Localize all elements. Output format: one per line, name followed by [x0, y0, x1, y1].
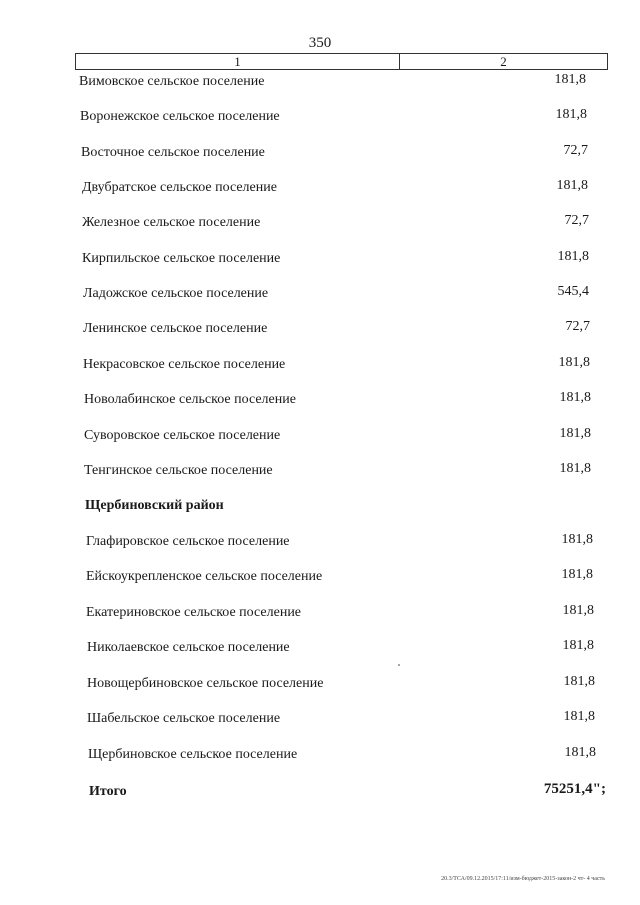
table-row — [0, 534, 640, 558]
table-row — [0, 747, 640, 771]
settlement-name: Новолабинское сельское поселение — [84, 392, 296, 407]
table-row — [0, 109, 640, 133]
table-row — [0, 286, 640, 310]
settlement-name: Суворовское сельское поселение — [84, 428, 281, 443]
settlement-value: 545,4 — [557, 284, 589, 299]
settlement-name: Вимовское сельское поселение — [79, 74, 265, 89]
settlement-value: 72,7 — [565, 319, 590, 334]
settlement-name: Щербиновское сельское поселение — [88, 747, 298, 762]
settlement-value: 181,8 — [556, 178, 588, 193]
scan-speck — [398, 664, 400, 666]
table-row — [0, 215, 640, 239]
table-header-col2: 2 — [500, 54, 507, 69]
settlement-value: 181,8 — [561, 567, 593, 582]
table-row — [0, 428, 640, 452]
settlement-value: 181,8 — [563, 709, 595, 724]
table-row — [0, 569, 640, 593]
settlement-name: Шабельское сельское поселение — [87, 711, 281, 726]
settlement-value: 181,8 — [561, 532, 593, 547]
settlement-name: Ленинское сельское поселение — [83, 321, 268, 336]
settlement-name: Некрасовское сельское поселение — [83, 357, 286, 372]
page-number: 350 — [308, 35, 332, 51]
table-row — [0, 605, 640, 629]
table-row — [0, 640, 640, 664]
table-header-col1: 1 — [76, 54, 400, 69]
table-row — [0, 676, 640, 700]
table-row — [0, 180, 640, 204]
settlement-value: 72,7 — [564, 213, 589, 228]
settlement-value: 181,8 — [563, 674, 595, 689]
table-row — [0, 463, 640, 487]
settlement-name: Железное сельское поселение — [82, 215, 261, 230]
settlement-value: 181,8 — [559, 390, 591, 405]
settlement-name: Тенгинское сельское поселение — [84, 463, 273, 478]
settlement-name: Ейскоукрепленское сельское поселение — [86, 569, 323, 584]
total-value: 75251,4"; — [543, 781, 606, 797]
settlement-value: 181,8 — [554, 72, 586, 87]
table-row — [0, 251, 640, 275]
table-header — [75, 53, 608, 70]
document-footer: 20.3/ТСА/09.12.2015/17:11/изм-бюджет-2015-закон-2 чт- 4 часть — [441, 876, 605, 882]
settlement-value: 181,8 — [559, 461, 591, 476]
table-row — [0, 74, 640, 98]
table-row — [0, 357, 640, 381]
settlement-value: 181,8 — [559, 426, 591, 441]
settlement-name: Николаевское сельское поселение — [87, 640, 290, 655]
table-row — [0, 392, 640, 416]
settlement-value: 181,8 — [555, 107, 587, 122]
settlement-name: Двубратское сельское поселение — [82, 180, 277, 195]
district-name: Щербиновский район — [85, 498, 224, 513]
settlement-value: 181,8 — [564, 745, 596, 760]
settlement-value: 72,7 — [563, 143, 588, 158]
settlement-name: Новощербиновское сельское поселение — [87, 676, 324, 691]
district-heading-row — [0, 498, 640, 522]
settlement-name: Глафировское сельское поселение — [86, 534, 290, 549]
settlement-name: Ладожское сельское поселение — [83, 286, 269, 301]
table-row — [0, 711, 640, 735]
settlement-name: Екатериновское сельское поселение — [86, 605, 302, 620]
table-row — [0, 145, 640, 169]
table-row — [0, 321, 640, 345]
total-label: Итого — [89, 784, 127, 799]
settlement-name: Воронежское сельское поселение — [80, 109, 280, 124]
settlement-value: 181,8 — [557, 249, 589, 264]
settlement-name: Кирпильское сельское поселение — [82, 251, 281, 266]
settlement-name: Восточное сельское поселение — [81, 145, 265, 160]
total-row — [0, 781, 640, 808]
settlement-value: 181,8 — [562, 603, 594, 618]
settlement-value: 181,8 — [558, 355, 590, 370]
settlement-value: 181,8 — [562, 638, 594, 653]
